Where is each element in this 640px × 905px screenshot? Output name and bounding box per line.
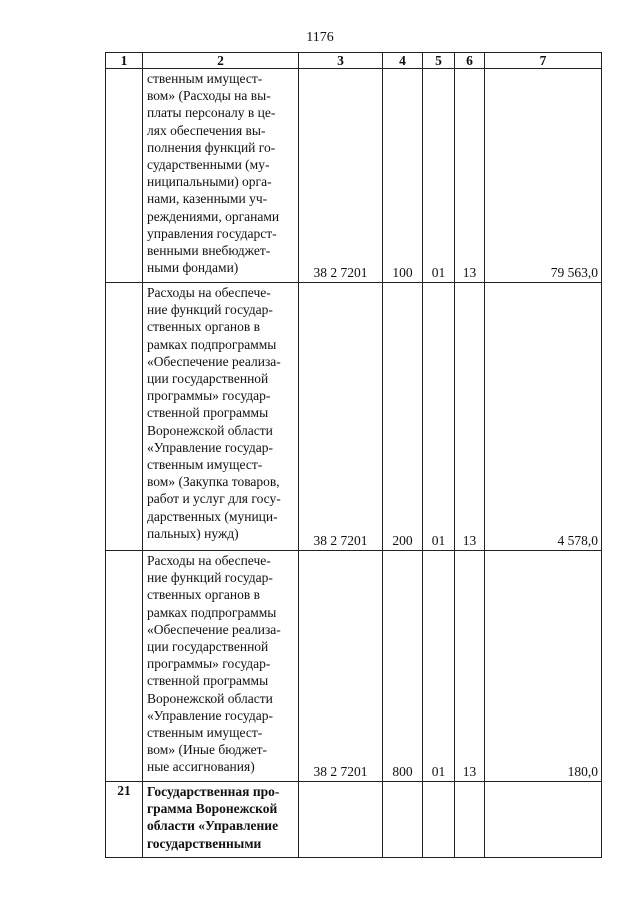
table-row: [106, 69, 602, 283]
row-amount: 79 563,0: [485, 69, 602, 283]
row-code: 38 2 7201: [299, 551, 383, 782]
table-row: [106, 283, 602, 551]
row-code: 38 2 7201: [299, 69, 383, 283]
row-c5: [423, 782, 455, 858]
row-amount: 4 578,0: [485, 283, 602, 551]
table-row: [106, 782, 602, 858]
header-col-5: 5: [423, 53, 455, 69]
row-c4: 100: [383, 69, 423, 283]
row-c4: [383, 782, 423, 858]
header-col-7: 7: [485, 53, 602, 69]
row-c4: 200: [383, 283, 423, 551]
table-row: [106, 551, 602, 782]
header-row: [106, 53, 602, 69]
row-c5: 01: [423, 283, 455, 551]
row-name: Расходы на обеспече- ние функций государ- ственных органов в рамках подпрограммы «Обеспечение реализа- ции государственной программы» государ- ственной программы Воронежской области «Управление государ- ственным имущест- вом» (Иные бюджет- ные ассигнования): [143, 551, 299, 782]
page-number: 1176: [306, 30, 334, 45]
row-index: [106, 283, 143, 551]
row-amount: 180,0: [485, 551, 602, 782]
row-c6: [455, 782, 485, 858]
header-col-6: 6: [455, 53, 485, 69]
row-c6: 13: [455, 551, 485, 782]
row-code: [299, 782, 383, 858]
row-index: 21: [106, 782, 143, 858]
row-index: [106, 551, 143, 782]
row-c4: 800: [383, 551, 423, 782]
row-name: ственным имущест- вом» (Расходы на вы- платы персоналу в це- лях обеспечения вы- полнения функций го- сударственными (му- ниципальными) орга- нами, казенными уч- реждениями, органами управления государст- венными внебюджет- ными фондами): [143, 69, 299, 283]
row-c5: 01: [423, 69, 455, 283]
row-name: Расходы на обеспече- ние функций государ- ственных органов в рамках подпрограммы «Обеспечение реализа- ции государственной программы» государ- ственной программы Воронежской области «Управление государ- ственным имущест- вом» (Закупка товаров, работ и услуг для госу- дарственных (муници- пальных) нужд): [143, 283, 299, 551]
header-col-1: 1: [106, 53, 143, 69]
row-c6: 13: [455, 283, 485, 551]
row-index: [106, 69, 143, 283]
row-amount: [485, 782, 602, 858]
row-c6: 13: [455, 69, 485, 283]
row-name: Государственная про- грамма Воронежской области «Управление государственными: [143, 782, 299, 858]
budget-table: [105, 52, 602, 858]
header-col-3: 3: [299, 53, 383, 69]
header-col-4: 4: [383, 53, 423, 69]
row-code: 38 2 7201: [299, 283, 383, 551]
header-col-2: 2: [143, 53, 299, 69]
row-c5: 01: [423, 551, 455, 782]
